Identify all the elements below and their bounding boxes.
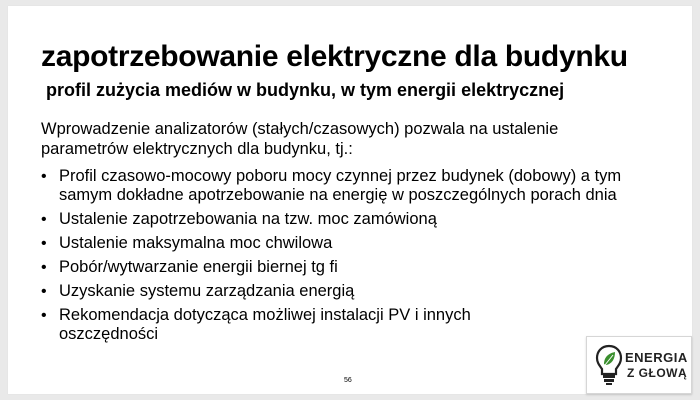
bullet-marker: • <box>41 259 47 276</box>
bullet-text: Profil czasowo-mocowy poboru mocy czynnej przez budynek (dobowy) a tym samym dokładne apotrzebowanie na energię w poszczególnych porach dnia <box>59 167 622 204</box>
bullet-item <box>41 234 681 253</box>
bullet-text: Ustalenie zapotrzebowania na tzw. moc zamówioną <box>59 210 437 228</box>
bullet-item <box>41 282 681 301</box>
intro-paragraph: Wprowadzenie analizatorów (stałych/czasowych) pozwala na ustalenie parametrów elektrycznych dla budynku, tj.: <box>41 120 559 158</box>
bullet-marker: • <box>41 283 47 300</box>
slide-title: zapotrzebowanie elektryczne dla budynku <box>41 40 628 73</box>
bullet-item <box>41 210 681 229</box>
bullet-item <box>41 258 681 277</box>
bullet-text: Pobór/wytwarzanie energii biernej tg fi <box>59 258 338 276</box>
lightbulb-head-leaf-icon <box>594 343 624 387</box>
bullet-text: Rekomendacja dotycząca możliwej instalacji PV i innych oszczędności <box>59 306 471 343</box>
bullet-marker: • <box>41 235 47 252</box>
slide-subtitle: profil zużycia mediów w budynku, w tym energii elektrycznej <box>46 80 565 100</box>
bullet-text: Uzyskanie systemu zarządzania energią <box>59 282 355 300</box>
bullet-marker: • <box>41 168 47 185</box>
page-number: 56 <box>344 377 352 384</box>
bullet-marker: • <box>41 211 47 228</box>
bullet-list <box>41 167 681 349</box>
energia-z-glowa-logo <box>586 336 692 394</box>
bullet-item <box>41 167 681 205</box>
logo-text-line2: Z GŁOWĄ <box>627 366 688 380</box>
bullet-text: Ustalenie maksymalna moc chwilowa <box>59 234 333 252</box>
bullet-marker: • <box>41 307 47 324</box>
slide <box>8 6 692 394</box>
bullet-item <box>41 306 681 344</box>
logo-text-line1: ENERGIA <box>625 350 688 365</box>
